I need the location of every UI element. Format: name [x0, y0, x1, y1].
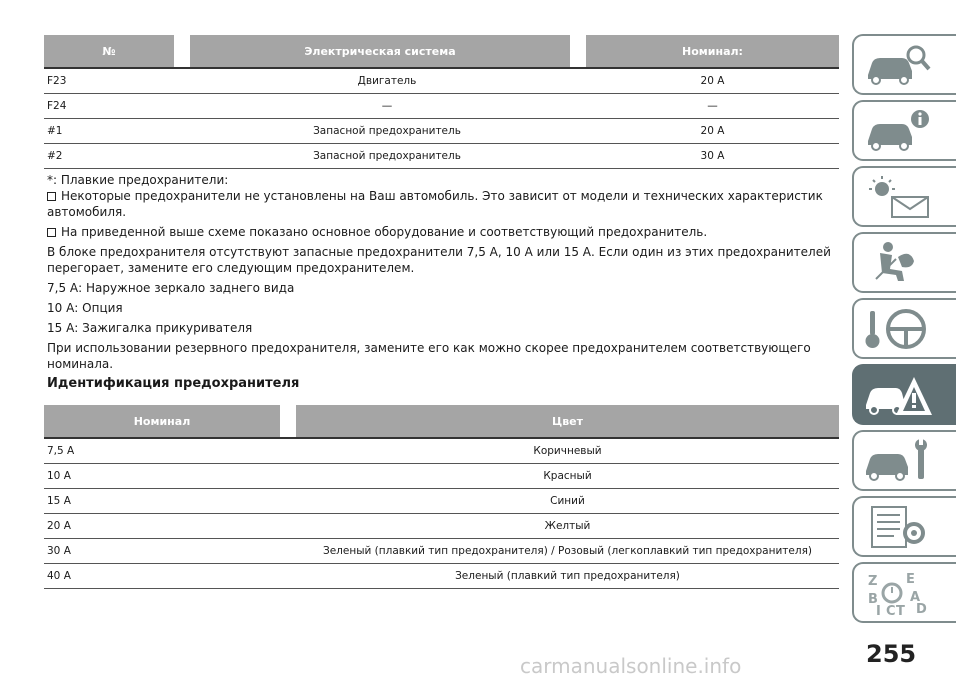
- tab-car-info[interactable]: [852, 100, 956, 161]
- header-color: Цвет: [296, 405, 839, 437]
- color-cell: Синий: [550, 495, 585, 507]
- svg-text:E: E: [906, 572, 915, 587]
- car-warning-triangle-icon: [862, 371, 932, 419]
- tab-emergency[interactable]: [852, 364, 956, 425]
- fuse-rating: 20 А: [700, 75, 725, 87]
- table-row: [44, 144, 839, 169]
- table-row: [44, 69, 839, 94]
- table-row: [44, 94, 839, 119]
- svg-text:Z: Z: [868, 574, 878, 589]
- watermark: carmanualsonline.info: [520, 654, 742, 678]
- section-title: Идентификация предохранителя: [47, 376, 300, 391]
- key-steering-wheel-icon: [862, 305, 932, 353]
- color-table-header: [44, 405, 839, 437]
- fuse-rating: 30 А: [700, 150, 725, 162]
- fuse-system: —: [381, 100, 393, 112]
- rating-cell: 15 А: [47, 495, 71, 507]
- color-cell: Коричневый: [533, 445, 602, 457]
- car-info-icon: [862, 107, 932, 155]
- footnote: *: Плавкие предохранители:: [47, 173, 229, 187]
- fuse-id: #1: [47, 125, 63, 137]
- table-row: [44, 439, 839, 464]
- line-lighter: 15 А: Зажигалка прикуривателя: [47, 321, 253, 335]
- fuse-system: Запасной предохранитель: [313, 125, 461, 137]
- specifications-list-icon: [862, 503, 932, 551]
- fuse-table: [44, 35, 839, 169]
- fuse-rating: —: [707, 100, 718, 112]
- fuse-table-header: [44, 35, 839, 67]
- tab-key-steering[interactable]: [852, 298, 956, 359]
- checkbox-bullet-icon: [47, 228, 56, 237]
- tab-index[interactable]: [852, 562, 956, 623]
- checkbox-bullet-icon: [47, 192, 56, 201]
- rating-cell: 40 А: [47, 570, 71, 582]
- rating-cell: 7,5 А: [47, 445, 75, 457]
- page-number: 255: [866, 640, 917, 668]
- rating-cell: 30 А: [47, 545, 71, 557]
- svg-text:A: A: [910, 590, 921, 605]
- line-option: 10 А: Опция: [47, 301, 123, 315]
- seat-airbag-icon: [862, 239, 932, 287]
- warning-lights-message-icon: [862, 173, 932, 221]
- tab-seat-airbag[interactable]: [852, 232, 956, 293]
- line-mirror: 7,5 А: Наружное зеркало заднего вида: [47, 281, 295, 295]
- table-row: [44, 539, 839, 564]
- fuse-system: Запасной предохранитель: [313, 150, 461, 162]
- table-row: [44, 514, 839, 539]
- svg-text:C: C: [886, 604, 896, 617]
- fuse-color-table: [44, 405, 839, 589]
- fuse-id: #2: [47, 150, 63, 162]
- color-cell: Зеленый (плавкий тип предохранителя): [455, 570, 680, 582]
- paragraph-replace: При использовании резервного предохранителя, замените его как можно скорее предохранителем соответствующего номинала.: [47, 341, 811, 371]
- fuse-system: Двигатель: [357, 75, 417, 87]
- table-row: [44, 489, 839, 514]
- tab-warning-lights[interactable]: [852, 166, 956, 227]
- header-system: Электрическая система: [190, 35, 570, 67]
- table-row: [44, 464, 839, 489]
- tab-car-search[interactable]: [852, 34, 956, 95]
- paragraph-spare-fuses: В блоке предохранителя отсутствуют запасные предохранители 7,5 А, 10 А или 15 А. Если один из этих предохранителей перегорает, замените его следующим предохранителем.: [47, 245, 831, 275]
- color-cell: Красный: [543, 470, 592, 482]
- tab-specifications[interactable]: [852, 496, 956, 557]
- notes-block: [47, 172, 837, 376]
- header-number: №: [44, 35, 174, 67]
- fuse-id: F23: [47, 75, 67, 87]
- color-cell: Желтый: [544, 520, 591, 532]
- fuse-id: F24: [47, 100, 67, 112]
- color-cell: Зеленый (плавкий тип предохранителя) / Розовый (легкоплавкий тип предохранителя): [322, 545, 813, 557]
- note-1: Некоторые предохранители не установлены на Ваш автомобиль. Это зависит от модели и технических характеристик автомобиля.: [47, 189, 823, 219]
- table-row: [44, 564, 839, 589]
- rating-cell: 10 А: [47, 470, 71, 482]
- header-rating: Номинал:: [586, 35, 839, 67]
- alphabetical-index-icon: [862, 569, 932, 617]
- svg-text:B: B: [868, 592, 878, 607]
- tab-car-maintenance[interactable]: [852, 430, 956, 491]
- car-search-icon: [862, 41, 932, 89]
- svg-text:D: D: [916, 602, 927, 617]
- fuse-rating: 20 А: [700, 125, 725, 137]
- car-wrench-icon: [862, 437, 932, 485]
- header-rating: Номинал: [44, 405, 280, 437]
- svg-text:I: I: [876, 604, 881, 617]
- table-row: [44, 119, 839, 144]
- note-2: На приведенной выше схеме показано основное оборудование и соответствующий предохранитель.: [47, 224, 837, 240]
- chapter-sidebar: [852, 34, 960, 628]
- svg-text:T: T: [896, 604, 905, 617]
- rating-cell: 20 А: [47, 520, 71, 532]
